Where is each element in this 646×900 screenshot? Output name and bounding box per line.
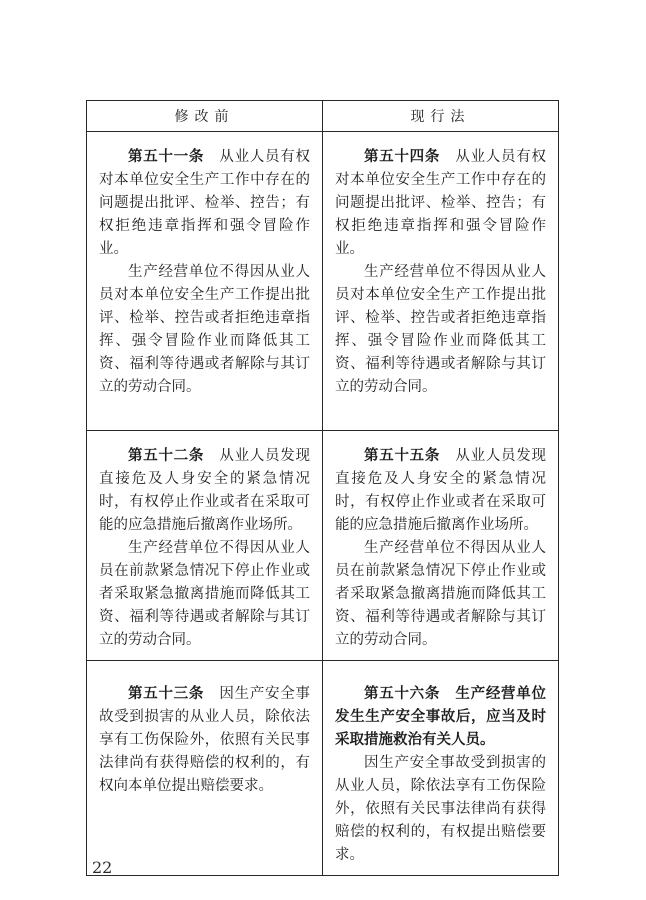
- article-text-bold: 生产经营单位发生生产安全事故后，应当及时采取措施救治有关人员。: [335, 686, 547, 748]
- cell-before-51: [87, 132, 323, 431]
- table-row: [87, 132, 559, 431]
- article-paragraph: 因生产安全事故受到损害的从业人员，除依法享有工伤保险外，依照有关民事法律尚有获得赔偿的权利的，有权提出赔偿要求。: [335, 755, 546, 863]
- cell-before-53: [87, 661, 323, 876]
- article-number: 第五十二条: [128, 448, 205, 464]
- article-number: 第五十五条: [364, 448, 441, 464]
- article-number: 第五十一条: [128, 149, 205, 165]
- article-text: 从业人员有权对本单位安全生产工作中存在的问题提出批评、检举、控告；有权拒绝违章指挥和强令冒险作业。: [99, 149, 311, 257]
- article-paragraph: 生产经营单位不得因从业人员对本单位安全生产工作提出批评、检举、控告或者拒绝违章指挥、强令冒险作业而降低其工资、福利等待遇或者解除与其订立的劳动合同。: [99, 264, 310, 395]
- page-number: 22: [92, 858, 113, 877]
- cell-current-55: [323, 431, 559, 661]
- article-text: 从业人员有权对本单位安全生产工作中存在的问题提出批评、检举、控告；有权拒绝违章指挥和强令冒险作业。: [335, 149, 547, 257]
- table-header-row: [87, 101, 559, 132]
- article-number: 第五十三条: [128, 686, 205, 702]
- header-current-law: 现行法: [323, 101, 559, 132]
- cell-current-54: [323, 132, 559, 431]
- article-paragraph: 生产经营单位不得因从业人员在前款紧急情况下停止作业或者采取紧急撤离措施而降低其工资、福利等待遇或者解除与其订立的劳动合同。: [99, 540, 310, 648]
- comparison-table: [86, 100, 559, 876]
- cell-current-56: [323, 661, 559, 876]
- article-number: 第五十四条: [364, 149, 441, 165]
- header-before-revision: 修改前: [87, 101, 323, 132]
- article-text: 因生产安全事故受到损害的从业人员，除依法享有工伤保险外，依照有关民事法律尚有获得赔偿的权利的，有权向本单位提出赔偿要求。: [99, 686, 311, 794]
- article-paragraph: 生产经营单位不得因从业人员对本单位安全生产工作提出批评、检举、控告或者拒绝违章指挥、强令冒险作业而降低其工资、福利等待遇或者解除与其订立的劳动合同。: [335, 264, 546, 395]
- table-row: [87, 661, 559, 876]
- article-paragraph: 生产经营单位不得因从业人员在前款紧急情况下停止作业或者采取紧急撤离措施而降低其工资、福利等待遇或者解除与其订立的劳动合同。: [335, 540, 546, 648]
- table-row: [87, 431, 559, 661]
- article-text: 从业人员发现直接危及人身安全的紧急情况时，有权停止作业或者在采取可能的应急措施后撤离作业场所。: [335, 448, 547, 533]
- article-text: 从业人员发现直接危及人身安全的紧急情况时，有权停止作业或者在采取可能的应急措施后撤离作业场所。: [99, 448, 311, 533]
- cell-before-52: [87, 431, 323, 661]
- article-number: 第五十六条: [364, 686, 441, 702]
